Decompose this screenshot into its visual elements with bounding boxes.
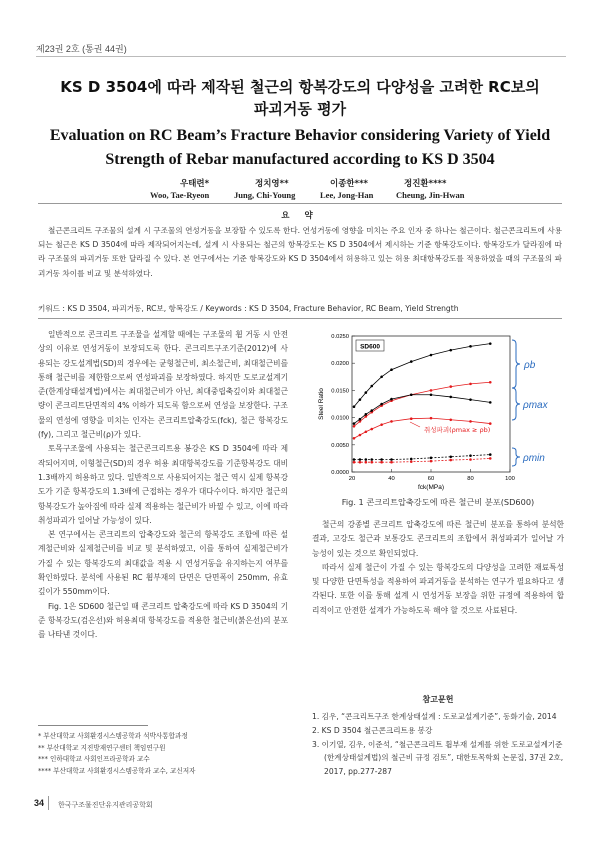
x-tick-label: 80 <box>467 476 474 482</box>
data-point <box>380 376 383 379</box>
footnote: *** 인하대학교 사회인프라공학과 교수 <box>38 755 150 764</box>
data-point <box>365 458 368 461</box>
title-english-line2: Strength of Rebar manufactured according to KS D 3504 <box>105 151 495 168</box>
data-point <box>390 398 393 401</box>
footnote: **** 부산대학교 사회환경시스템공학과 교수, 교신저자 <box>38 766 196 775</box>
abstract-text: 철근콘크리트 구조물의 설계 시 구조물의 연성거동을 보장할 수 있도록 한다. 연성거동에 영향을 미치는 주요 인자 중 하나는 철근이다. 철근콘크리트에 사용되는 철근은 KS D 3504에 따라 제작되어지는데, 설계 시 사용되는 철근의 항복강도는 KS D 3504에서 제시하는 기준 항복강도이다. 항복강도가 달라짐에 따라 구조물의 파괴거동 또한 달라질 수 있다. 본 연구에서는 기준 항복강도와 KS D 3504에서 허용하고 있는 허용 최대항복강도를 적용하였을 때의 구조물의 파괴거동 차이를 비교 및 분석하였다. <box>38 226 562 278</box>
y-tick-label: 0.0250 <box>331 334 349 340</box>
x-tick-label: 60 <box>427 476 435 482</box>
data-point <box>410 393 413 396</box>
data-point <box>365 413 368 416</box>
issue-info: 제23권 2호 (통권 44권) <box>36 44 127 54</box>
references-heading: 참고문헌 <box>422 695 454 704</box>
author-3-en: Lee, Jong-Han <box>320 190 374 200</box>
data-point <box>449 396 452 399</box>
reference-item: 3. 이기열, 김우, 이준석, “철근콘크리트 휨부재 설계를 위한 도로교설계기준(한계상태설계법)의 철근비 규정 검토”, 대한토목학회 논문집, 37권 2호, 2017, pp.277-287 <box>312 739 564 777</box>
data-point <box>380 458 383 461</box>
data-point <box>469 398 472 401</box>
authors-english <box>30 190 570 202</box>
data-point <box>390 461 393 464</box>
author-1-en: Woo, Tae-Ryeon <box>150 190 210 200</box>
x-tick-label: 40 <box>388 476 395 482</box>
data-point <box>365 391 368 394</box>
abstract-bottom-rule <box>38 318 562 319</box>
header-rule <box>36 56 566 57</box>
x-axis-label: fck(MPa) <box>418 484 444 491</box>
data-point <box>430 457 433 460</box>
data-point <box>380 461 383 464</box>
data-point <box>469 458 472 461</box>
footnote: * 부산대학교 사회환경시스템공학과 석박사통합과정 <box>38 732 188 740</box>
y-tick-label: 0.0100 <box>331 415 349 422</box>
body-right-column <box>312 518 564 618</box>
rho-min-brace <box>512 448 520 466</box>
y-axis <box>331 334 355 476</box>
rho-b-label: ρb <box>524 360 536 371</box>
footnotes <box>38 731 298 777</box>
author-3-ko: 이종한*** <box>330 179 368 189</box>
data-point <box>353 422 356 425</box>
steel-ratio-chart <box>312 330 564 492</box>
data-point <box>370 385 373 388</box>
series-line <box>354 344 490 407</box>
data-point <box>469 454 472 457</box>
data-point <box>469 383 472 386</box>
data-point <box>380 403 383 406</box>
sd600-label: SD600 <box>360 343 380 351</box>
data-point <box>469 420 472 423</box>
title-english <box>30 124 570 172</box>
x-axis <box>349 469 515 482</box>
author-2-ko: 정치영** <box>255 179 289 189</box>
body-paragraph: 본 연구에서는 콘크리트의 압축강도와 철근의 항복강도 조합에 따른 설계철근비와 실제철근비를 비교 및 분석하였고, 이를 통하여 실제철근비가 가질 수 있는 항복강도의 최대값을 적용 시 연성거동을 유지하는지 여부를 확인하였다. 분석에 사용된 RC 휨부재의 단면은 단면폭이 250mm, 유효깊이가 550mm이다. <box>38 530 288 597</box>
data-point <box>353 405 356 408</box>
data-point <box>370 461 373 464</box>
data-point <box>489 401 492 404</box>
rho-max-brace <box>512 388 520 420</box>
rho-b-brace <box>512 340 520 388</box>
data-point <box>370 458 373 461</box>
data-point <box>449 455 452 458</box>
author-4-en: Cheung, Jin-Hwan <box>396 190 465 200</box>
data-point <box>489 457 492 460</box>
body-paragraph: 토목구조물에 사용되는 철근콘크리트용 봉강은 KS D 3504에 따라 제작되어지며, 이형철근(SD)의 경우 허용 최대항복강도를 기준항복강도 대비 1.3배까지 허용하고 있다. 일반적으로 사용되어지는 철근 역시 실제 항복강도가 기준 항복강도의 1.3배에 근접하는 경우가 대다수이다. 하지만 철근의 항복강도가 높아짐에 따라 실제 적용하는 철근비가 바뀔 수 있고, 이에 따라 취성파괴가 일어날 가능성이 있다. <box>38 444 288 525</box>
data-point <box>489 381 492 384</box>
data-point <box>489 453 492 456</box>
data-point <box>449 459 452 462</box>
data-point <box>365 461 368 464</box>
body-paragraph: 따라서 실제 철근이 가질 수 있는 항복강도의 다양성을 고려한 재료특성 및 다양한 단면특성을 적용하여 파괴거동을 분석하는 연구가 필요하다고 생각된다. 또한 이를 통해 설계 시 연성거동 보장을 위한 규정에 적용하여 합리적이고 안전한 설계가 가능하도록 해야 할 것으로 사료된다. <box>312 562 564 615</box>
data-point <box>469 345 472 348</box>
data-point <box>370 428 373 431</box>
data-point <box>410 360 413 363</box>
series-line <box>354 382 490 426</box>
data-point <box>359 418 362 421</box>
references-list <box>312 710 564 779</box>
body-paragraph: Fig. 1은 SD600 철근일 때 콘크리트 압축강도에 따라 KS D 3504의 기준 항복강도(검은선)와 허용최대 항복강도를 적용한 철근비(붉은선)의 분포를 나타낸 것이다. <box>38 601 288 640</box>
y-axis-label: Steel Ratio <box>318 388 325 420</box>
keywords: 키워드 : KS D 3504, 파괴거동, RC보, 항복강도 / Keywords : KS D 3504, Fracture Behavior, RC Beam, Yield Strength <box>38 304 459 313</box>
brittle-fracture-label: 취성파괴(ρmax ≥ ρb) <box>424 426 491 434</box>
data-point <box>353 458 356 461</box>
abstract-heading: 요 약 <box>281 211 319 221</box>
data-point <box>430 460 433 463</box>
title-korean <box>30 76 570 120</box>
data-point <box>365 430 368 433</box>
brittle-fracture-arrow <box>410 422 420 427</box>
data-point <box>390 458 393 461</box>
data-point <box>410 458 413 461</box>
data-point <box>380 423 383 426</box>
data-point <box>430 389 433 392</box>
data-point <box>410 460 413 463</box>
body-left-column <box>38 328 288 643</box>
data-point <box>430 354 433 357</box>
body-paragraph: 철근의 강종별 콘크리트 압축강도에 따른 철근비 분포를 통하여 분석한 결과, 고강도 철근과 보통강도 콘크리트의 조합에서 취성파괴가 일어날 가능성이 있는 것으로 확인되었다. <box>312 520 564 558</box>
journal-name: 한국구조물진단유지관리공학회 <box>58 801 153 809</box>
reference-item: 2. KS D 3504 철근콘크리트용 봉강 <box>312 725 433 735</box>
plot-frame <box>352 336 510 472</box>
data-point <box>359 434 362 437</box>
data-point <box>359 461 362 464</box>
footnote-rule <box>38 725 148 726</box>
data-point <box>353 425 356 428</box>
title-korean-line2: 파괴거동 평가 <box>253 100 347 118</box>
rho-max-label: ρmax <box>523 400 548 411</box>
data-point <box>489 422 492 425</box>
author-4-ko: 정진환**** <box>404 179 447 189</box>
data-point <box>489 342 492 345</box>
abstract-top-rule <box>38 203 562 204</box>
rho-min-label: ρmin <box>523 453 545 464</box>
author-2-en: Jung, Chi-Young <box>234 190 296 200</box>
data-point <box>353 461 356 464</box>
data-point <box>449 385 452 388</box>
page-number: 34 <box>34 798 45 808</box>
y-tick-label: 0.0000 <box>331 470 349 476</box>
title-english-line1: Evaluation on RC Beam’s Fracture Behavior considering Variety of Yield <box>49 127 551 144</box>
data-point <box>410 417 413 420</box>
data-point <box>370 409 373 412</box>
data-point <box>390 420 393 423</box>
x-tick-label: 100 <box>505 476 515 482</box>
footer-divider <box>48 796 49 810</box>
authors-korean <box>30 177 570 189</box>
title-korean-line1: KS D 3504에 따라 제작된 철근의 항복강도의 다양성을 고려한 RC보의 <box>60 78 540 96</box>
sd600-label-box <box>356 340 384 351</box>
body-paragraph: 일반적으로 콘크리트 구조물을 설계할 때에는 구조물의 휨 거동 시 안전상의 이유로 연성거동이 보장되도록 한다. 콘크리트구조기준(2012)에 사용되는 강도설계법(SD)의 경우에는 균형철근비, 최소철근비, 최대철근비를 통해 철근비를 제한함으로써 연성파괴를 보장하였다. 하지만 도로교설계기준(한계상태설계법)에서는 최대철근비가 아닌, 최대중립축깊이와 최대철근량이 콘크리트단면적의 4% 이하가 되도록 함으로써 연성을 보장한다. 구조물의 연성에 영향을 미치는 인자는 콘크리트압축강도(fck), 철근 항복강도(fy), 그리고 철근비(ρ)가 있다. <box>38 330 288 440</box>
y-tick-label: 0.0050 <box>331 442 349 449</box>
series-layer <box>353 342 492 463</box>
footnote: ** 부산대학교 지진방재연구센터 책임연구원 <box>38 743 166 752</box>
x-tick-label: 20 <box>348 476 356 482</box>
data-point <box>449 418 452 421</box>
data-point <box>430 417 433 420</box>
data-point <box>390 368 393 371</box>
series-0 <box>353 342 492 408</box>
data-point <box>430 393 433 396</box>
author-1-ko: 우태련* <box>180 179 210 189</box>
figure-caption: Fig. 1 콘크리트압축강도에 따른 철근비 분포(SD600) <box>341 497 535 507</box>
y-tick-label: 0.0200 <box>331 361 349 368</box>
data-point <box>359 458 362 461</box>
data-point <box>353 437 356 440</box>
data-point <box>359 398 362 401</box>
y-tick-label: 0.0150 <box>331 388 349 395</box>
reference-item: 1. 김우, “콘크리트구조 한계상태설계 : 도로교설계기준”, 동화기술, 2014 <box>312 712 557 721</box>
data-point <box>449 349 452 352</box>
